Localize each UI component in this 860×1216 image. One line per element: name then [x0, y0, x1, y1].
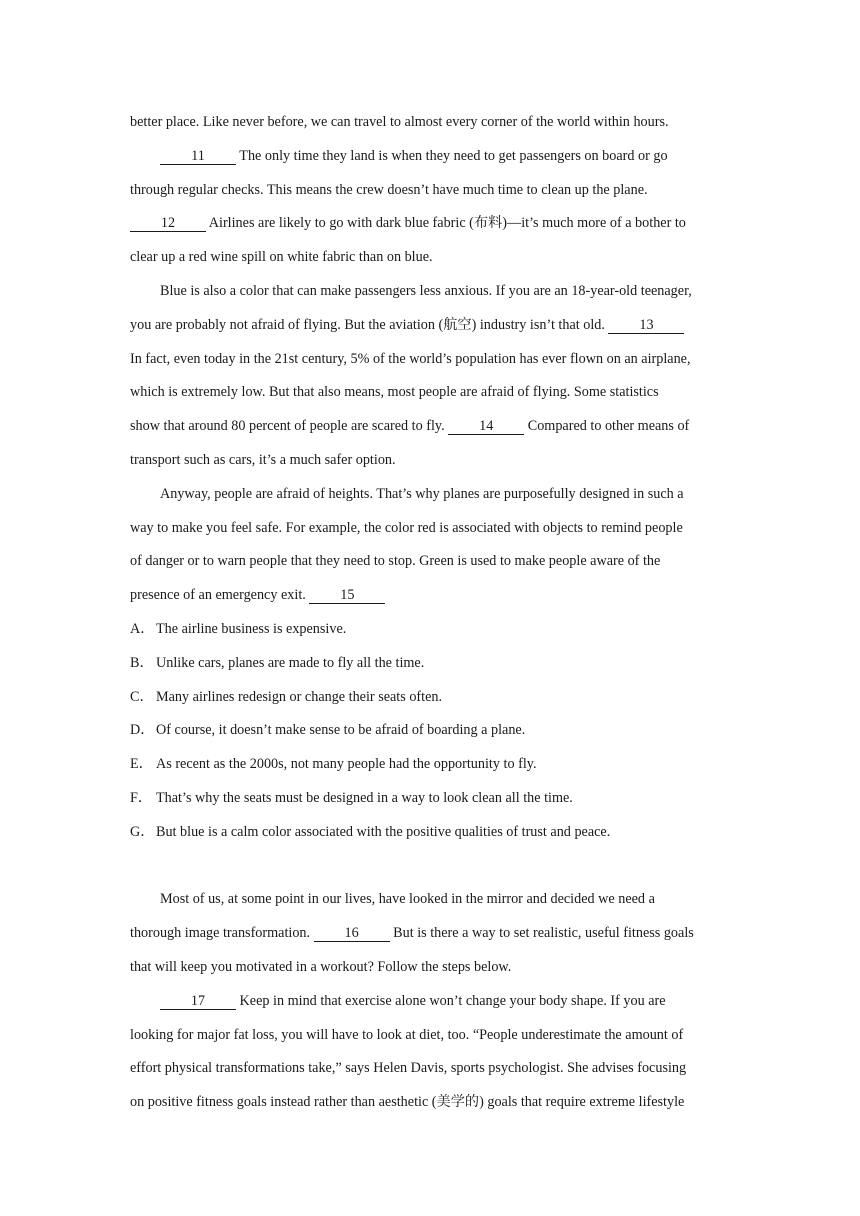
line-text: transport such as cars, it’s a much safer option.: [130, 451, 396, 468]
line-text: But is there a way to set realistic, useful fitness goals: [389, 925, 694, 942]
option-letter: G．: [130, 823, 155, 840]
line-text: In fact, even today in the 21st century, 5% of the world’s population has ever flown on an airplane,: [130, 350, 691, 367]
text-line: [130, 243, 730, 277]
line-text: looking for major fat loss, you will have to look at diet, too. “People underestimate the amount of: [130, 1026, 684, 1043]
line-text: Blue is also a color that can make passengers less anxious. If you are an 18-year-old teenager,: [160, 282, 692, 299]
line-text: The only time they land is when they need to get passengers on board or go: [236, 147, 668, 164]
option-text: That’s why the seats must be designed in a way to look clean all the time.: [156, 789, 573, 806]
line-text: better place. Like never before, we can travel to almost every corner of the world within hours.: [130, 114, 669, 130]
text-line: [130, 108, 730, 142]
line-text: you are probably not afraid of flying. But the aviation (航空) industry isn’t that old.: [130, 316, 609, 333]
option-text: Unlike cars, planes are made to fly all the time.: [156, 654, 425, 671]
section-gap: [130, 852, 730, 886]
text-line: [130, 412, 730, 446]
blank-14[interactable]: 14: [448, 418, 524, 435]
line-text: Anyway, people are afraid of heights. That’s why planes are purposefully designed in such a: [160, 485, 684, 502]
line-text: through regular checks. This means the crew doesn’t have much time to clean up the plane.: [130, 181, 648, 198]
blank-11[interactable]: 11: [160, 148, 236, 165]
blank-13[interactable]: 13: [608, 317, 684, 334]
option-text: The airline business is expensive.: [156, 620, 347, 637]
option-f[interactable]: [130, 784, 730, 818]
option-letter: C．: [130, 688, 154, 705]
text-line: [130, 953, 730, 987]
blank-12[interactable]: 12: [130, 215, 206, 232]
text-line: [130, 581, 730, 615]
blank-15[interactable]: 15: [309, 587, 385, 604]
blank-17[interactable]: 17: [160, 993, 236, 1010]
text-line: [130, 987, 730, 1021]
option-d[interactable]: [130, 716, 730, 750]
option-letter: D．: [130, 722, 155, 739]
option-a[interactable]: [130, 615, 730, 649]
option-letter: B．: [130, 654, 154, 671]
line-text: presence of an emergency exit.: [130, 587, 310, 604]
option-letter: F．: [130, 789, 153, 806]
option-letter: E．: [130, 756, 153, 773]
text-line: [130, 547, 730, 581]
option-letter: A．: [130, 620, 155, 637]
line-text: Keep in mind that exercise alone won’t change your body shape. If you are: [236, 992, 666, 1009]
text-line: [130, 142, 730, 176]
line-text: show that around 80 percent of people are scared to fly.: [130, 418, 449, 435]
text-line: [130, 378, 730, 412]
text-line: [130, 1088, 730, 1122]
line-text: Compared to other means of: [524, 418, 690, 435]
line-text: way to make you feel safe. For example, the color red is associated with objects to remind people: [130, 519, 683, 536]
text-line: [130, 277, 730, 311]
option-text: As recent as the 2000s, not many people had the opportunity to fly.: [156, 756, 537, 773]
option-text: Of course, it doesn’t make sense to be afraid of boarding a plane.: [156, 722, 526, 739]
line-text: on positive fitness goals instead rather than aesthetic (美学的) goals that require extreme lifestyle: [130, 1094, 685, 1111]
line-text: Most of us, at some point in our lives, have looked in the mirror and decided we need a: [160, 891, 655, 908]
line-text: clear up a red wine spill on white fabric than on blue.: [130, 249, 433, 266]
text-line: [130, 1021, 730, 1055]
passage-container: [130, 108, 730, 1122]
text-line: [130, 209, 730, 243]
option-b[interactable]: [130, 649, 730, 683]
text-line: [130, 1054, 730, 1088]
text-line: [130, 311, 730, 345]
line-text: thorough image transformation.: [130, 925, 314, 942]
line-text: Airlines are likely to go with dark blue fabric (布料)—it’s much more of a bother to: [206, 215, 686, 232]
option-text: Many airlines redesign or change their seats often.: [156, 688, 443, 705]
option-c[interactable]: [130, 683, 730, 717]
text-line: [130, 919, 730, 953]
option-g[interactable]: [130, 818, 730, 852]
option-text: But blue is a calm color associated with the positive qualities of trust and peace.: [156, 823, 611, 840]
blank-16[interactable]: 16: [314, 925, 390, 942]
text-line: [130, 885, 730, 919]
option-e[interactable]: [130, 750, 730, 784]
line-text: that will keep you motivated in a workout? Follow the steps below.: [130, 958, 512, 975]
text-line: [130, 345, 730, 379]
text-line: [130, 446, 730, 480]
line-text: of danger or to warn people that they need to stop. Green is used to make people aware of the: [130, 553, 661, 570]
line-text: effort physical transformations take,” says Helen Davis, sports psychologist. She advises focusing: [130, 1060, 687, 1077]
text-line: [130, 480, 730, 514]
text-line: [130, 176, 730, 210]
text-line: [130, 514, 730, 548]
line-text: which is extremely low. But that also means, most people are afraid of flying. Some statistics: [130, 384, 659, 401]
